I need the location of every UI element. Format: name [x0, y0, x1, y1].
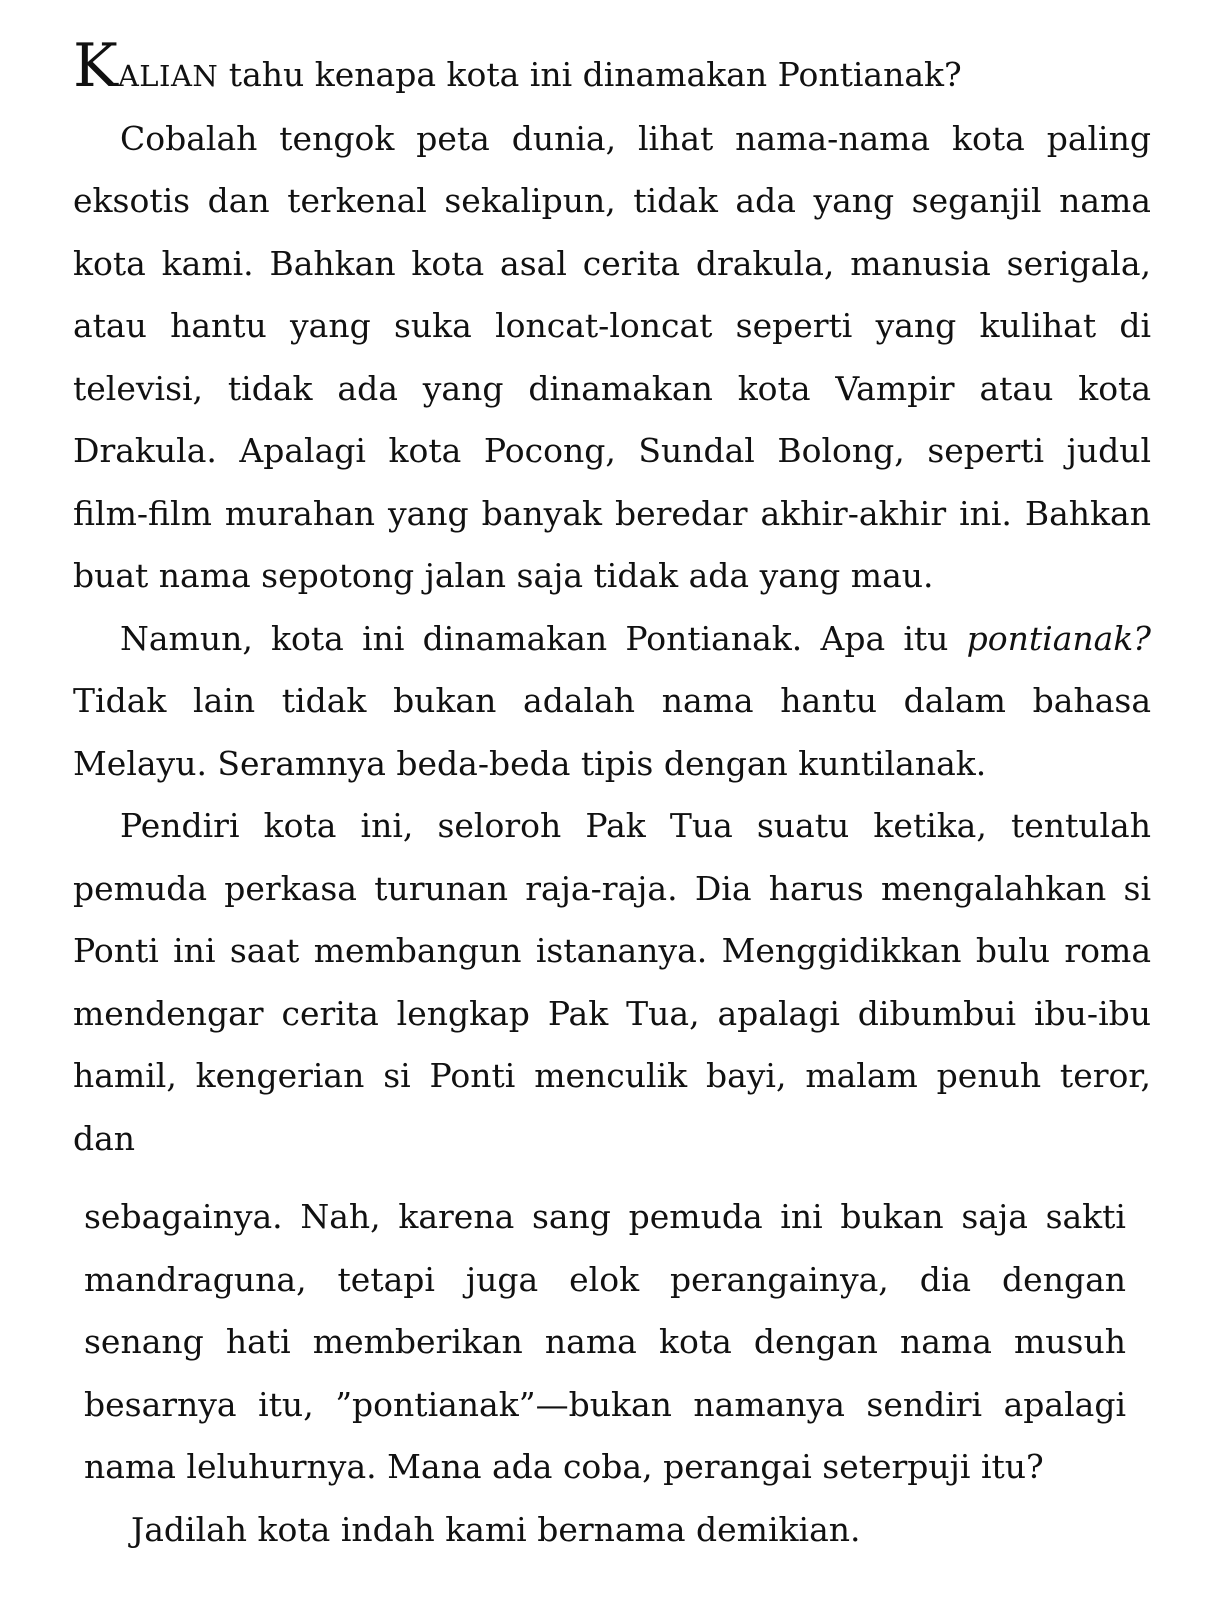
paragraph-continuation: sebagainya. Nah, karena sang pemuda ini bukan saja sakti mandraguna, tetapi juga elok perangainya, dia dengan senang hati memberikan nama kota dengan nama musuh besarnya itu, ”pontianak”—bukan namanya sendiri apalagi nama leluhurnya. Mana ada coba, perangai seterpuji itu?	[84, 1197, 1126, 1486]
opening-text: tahu kenapa kota ini dinamakan Pontianak?	[218, 55, 962, 94]
paragraph-pontianak-after: Tidak lain tidak bukan adalah nama hantu dalam bahasa Melayu. Seramnya beda-beda tipis dengan kuntilanak.	[73, 681, 1151, 783]
paragraph-closing: Jadilah kota indah kami bernama demikian.	[131, 1509, 861, 1549]
text-block-top	[73, 31, 1151, 1170]
paragraph-pontianak	[73, 608, 1151, 796]
text-block-bottom	[84, 1186, 1126, 1561]
paragraph-pendiri: Pendiri kota ini, seloroh Pak Tua suatu ketika, tentulah pemuda perkasa turunan raja-raja. Dia harus mengalahkan si Ponti ini saat membangun istananya. Menggidikkan bulu roma mendengar cerita lengkap Pak Tua, apalagi dibumbui ibu-ibu hamil, kengerian si Ponti menculik bayi, malam penuh teror, dan	[73, 806, 1151, 1158]
paragraph-pontianak-italic: pontianak?	[966, 618, 1151, 658]
small-caps-word: ALIAN	[117, 59, 219, 93]
paragraph-pontianak-before: Namun, kota ini dinamakan Pontianak. Apa itu	[120, 618, 967, 658]
opening-paragraph	[73, 31, 1151, 108]
drop-cap: K	[73, 31, 118, 101]
paragraph-peta: Cobalah tengok peta dunia, lihat nama-nama kota paling eksotis dan terkenal sekalipun, tidak ada yang seganjil nama kota kami. Bahkan kota asal cerita drakula, manusia serigala, atau hantu yang suka loncat-loncat seperti yang kulihat di televisi, tidak ada yang dinamakan kota Vampir atau kota Drakula. Apalagi kota Pocong, Sundal Bolong, seperti judul film-film murahan yang banyak beredar akhir-akhir ini. Bahkan buat nama sepotong jalan saja tidak ada yang mau.	[73, 118, 1151, 595]
